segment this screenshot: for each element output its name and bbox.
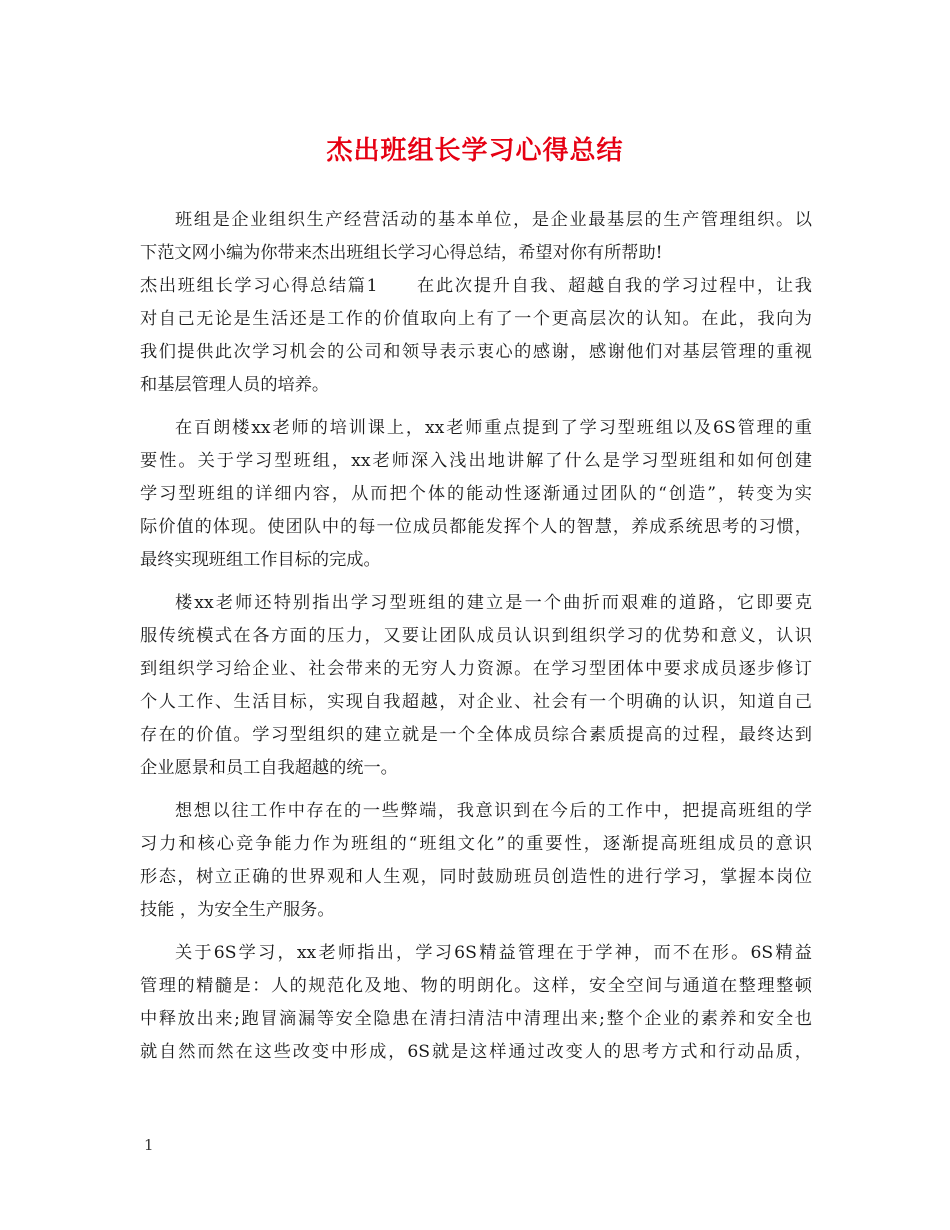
paragraph-6-line-3: 中释放出来;跑冒滴漏等安全隐患在清扫清洁中清理出来;整个企业的素养和安全也 bbox=[140, 1009, 812, 1029]
paragraph-2-line-1: 杰出班组长学习心得总结篇1 在此次提升自我、超越自我的学习过程中，让我 bbox=[140, 276, 812, 296]
paragraph-6-line-2: 管理的精髓是：人的规范化及地、物的明朗化。这样，安全空间与通道在整理整顿 bbox=[140, 976, 812, 996]
paragraph-2-line-3: 我们提供此次学习机会的公司和领导表示衷心的感谢，感谢他们对基层管理的重视 bbox=[140, 342, 812, 362]
paragraph-4-line-3: 到组织学习给企业、社会带来的无穷人力资源。在学习型团体中要求成员逐步修订 bbox=[140, 659, 812, 679]
paragraph-spacer bbox=[140, 402, 812, 412]
paragraph-5-line-3: 形态，树立正确的世界观和人生观，同时鼓励班员创造性的进行学习，掌握本岗位 bbox=[140, 867, 812, 887]
paragraph-4-line-2: 服传统模式在各方面的压力，又要让团队成员认识到组织学习的优势和意义，认识 bbox=[140, 626, 812, 646]
paragraph-spacer bbox=[140, 785, 812, 795]
paragraph-2-line-4: 和基层管理人员的培养。 bbox=[140, 375, 330, 395]
paragraph-1-line-2: 下范文网小编为你带来杰出班组长学习心得总结，希望对你有所帮助! bbox=[140, 243, 663, 263]
paragraph-spacer bbox=[140, 577, 812, 587]
paragraph-5-line-4: 技能 ，为安全生产服务。 bbox=[140, 900, 335, 920]
paragraph-6-line-4: 就自然而然在这些改变中形成，6S就是这样通过改变人的思考方式和行动品质， bbox=[140, 1042, 812, 1062]
paragraph-3-line-3: 学习型班组的详细内容，从而把个体的能动性逐渐通过团队的“创造”，转变为实 bbox=[140, 484, 812, 504]
page-number: 1 bbox=[144, 1136, 154, 1154]
paragraph-3-line-5: 最终实现班组工作目标的完成。 bbox=[140, 550, 381, 570]
paragraph-4-line-4: 个人工作、生活目标，实现自我超越，对企业、社会有一个明确的认识，知道自己 bbox=[140, 692, 812, 712]
paragraph-spacer bbox=[140, 927, 812, 937]
document-body bbox=[140, 204, 812, 1069]
paragraph-3-line-1: 在百朗楼xx老师的培训课上，xx老师重点提到了学习型班组以及6S管理的重 bbox=[175, 418, 812, 438]
paragraph-4-line-6: 企业愿景和员工自我超越的统一。 bbox=[140, 758, 398, 778]
paragraph-3-line-4: 际价值的体现。使团队中的每一位成员都能发挥个人的智慧，养成系统思考的习惯， bbox=[140, 517, 812, 537]
paragraph-1-line-1: 班组是企业组织生产经营活动的基本单位，是企业最基层的生产管理组织。以 bbox=[175, 210, 812, 230]
document-title: 杰出班组长学习心得总结 bbox=[326, 136, 624, 166]
paragraph-2-line-2: 对自己无论是生活还是工作的价值取向上有了一个更高层次的认知。在此，我向为 bbox=[140, 309, 812, 329]
paragraph-4-line-1: 楼xx老师还特别指出学习型班组的建立是一个曲折而艰难的道路，它即要克 bbox=[175, 593, 812, 613]
paragraph-4-line-5: 存在的价值。学习型组织的建立就是一个全体成员综合素质提高的过程，最终达到 bbox=[140, 725, 812, 745]
paragraph-5-line-1: 想想以往工作中存在的一些弊端，我意识到在今后的工作中，把提高班组的学 bbox=[175, 801, 812, 821]
paragraph-3-line-2: 要性。关于学习型班组，xx老师深入浅出地讲解了什么是学习型班组和如何创建 bbox=[140, 451, 812, 471]
paragraph-6-line-1: 关于6S学习，xx老师指出，学习6S精益管理在于学神，而不在形。6S精益 bbox=[175, 943, 812, 963]
paragraph-5-line-2: 习力和核心竞争能力作为班组的“班组文化”的重要性，逐渐提高班组成员的意识 bbox=[140, 834, 812, 854]
